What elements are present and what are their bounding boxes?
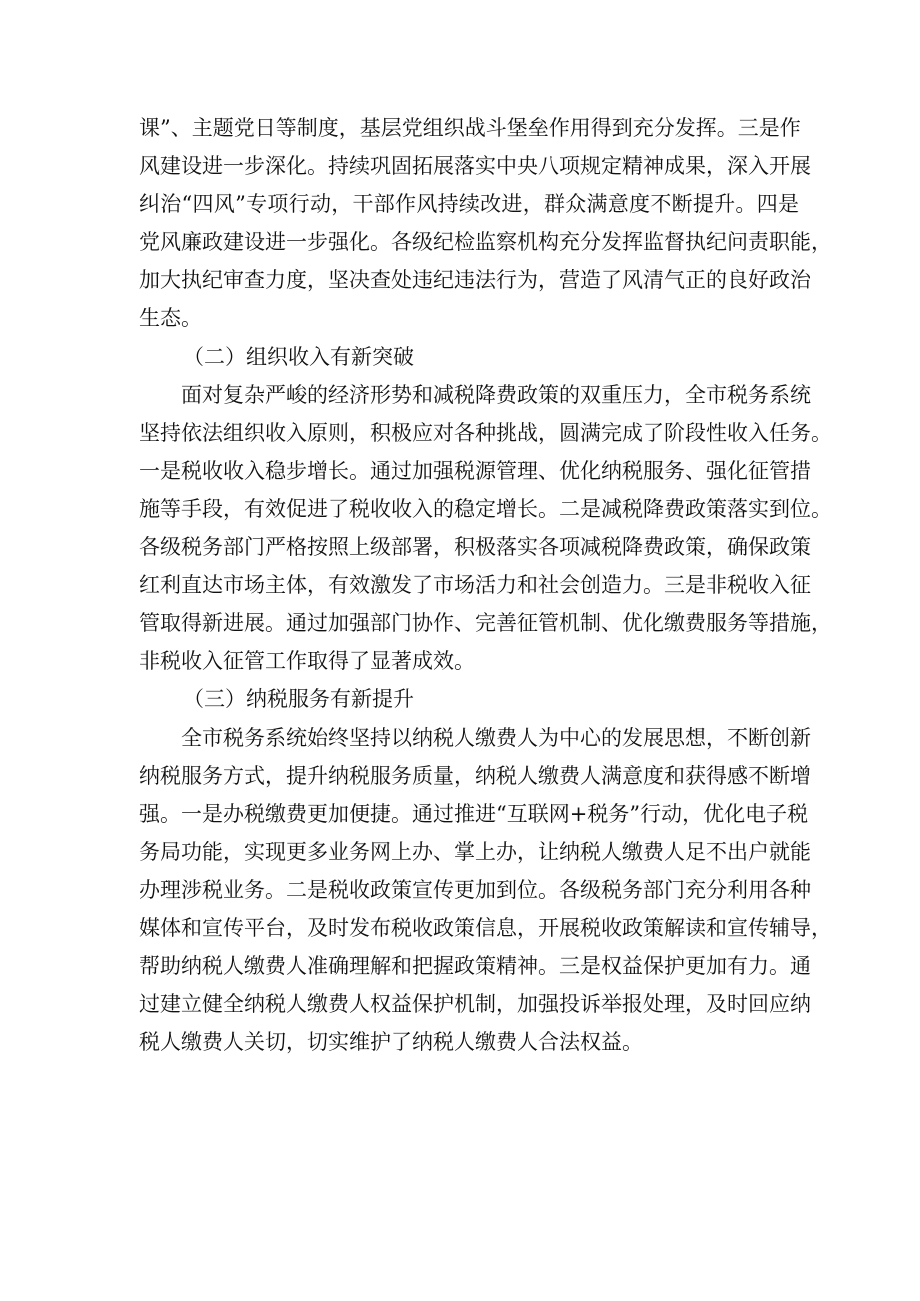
body-line: 施等手段，有效促进了税收收入的稳定增长。二是减税降费政策落实到位。 <box>139 496 832 521</box>
body-line: 纳税服务方式，提升纳税服务质量，纳税人缴费人满意度和获得感不断增 <box>139 763 811 788</box>
body-line: 纠治“四风”专项行动，干部作风持续改进，群众满意度不断提升。四是 <box>139 192 799 217</box>
body-line: 风建设进一步深化。持续巩固拓展落实中央八项规定精神成果，深入开展 <box>139 154 811 179</box>
body-line: 过建立健全纳税人缴费人权益保护机制，加强投诉举报处理，及时回应纳 <box>139 992 811 1017</box>
paragraph-first-line: 面对复杂严峻的经济形势和减税降费政策的双重压力，全市税务系统 <box>181 382 811 407</box>
body-line: 强。一是办税缴费更加便捷。通过推进“互联网+税务”行动，优化电子税 <box>139 801 809 826</box>
body-line: 生态。 <box>139 306 202 331</box>
body-line: 帮助纳税人缴费人准确理解和把握政策精神。三是权益保护更加有力。通 <box>139 954 811 979</box>
body-line: 课”、主题党日等制度，基层党组织战斗堡垒作用得到充分发挥。三是作 <box>139 116 801 140</box>
body-line: 管取得新进展。通过加强部门协作、完善征管机制、优化缴费服务等措施， <box>139 611 832 636</box>
body-line: 红利直达市场主体，有效激发了市场活力和社会创造力。三是非税收入征 <box>139 573 811 598</box>
section-heading: （二）组织收入有新突破 <box>183 344 414 369</box>
body-line: 党风廉政建设进一步强化。各级纪检监察机构充分发挥监督执纪问责职能， <box>139 230 832 255</box>
body-line: 办理涉税业务。二是税收政策宣传更加到位。各级税务部门充分利用各种 <box>139 877 811 902</box>
document-body <box>139 109 832 1061</box>
body-line: 媒体和宣传平台，及时发布税收政策信息，开展税收政策解读和宣传辅导， <box>139 915 832 940</box>
body-line: 务局功能，实现更多业务网上办、掌上办，让纳税人缴费人足不出户就能 <box>139 839 811 864</box>
body-line: 税人缴费人关切，切实维护了纳税人缴费人合法权益。 <box>139 1030 643 1055</box>
body-line: 一是税收收入稳步增长。通过加强税源管理、优化纳税服务、强化征管措 <box>139 458 811 483</box>
body-line: 非税收入征管工作取得了显著成效。 <box>139 649 475 674</box>
paragraph-first-line: 全市税务系统始终坚持以纳税人缴费人为中心的发展思想，不断创新 <box>181 725 811 750</box>
section-heading: （三）纳税服务有新提升 <box>183 687 414 712</box>
body-line: 加大执纪审查力度，坚决查处违纪违法行为，营造了风清气正的良好政治 <box>139 268 811 293</box>
body-line: 各级税务部门严格按照上级部署，积极落实各项减税降费政策，确保政策 <box>139 535 811 560</box>
body-line: 坚持依法组织收入原则，积极应对各种挑战，圆满完成了阶段性收入任务。 <box>139 420 832 445</box>
